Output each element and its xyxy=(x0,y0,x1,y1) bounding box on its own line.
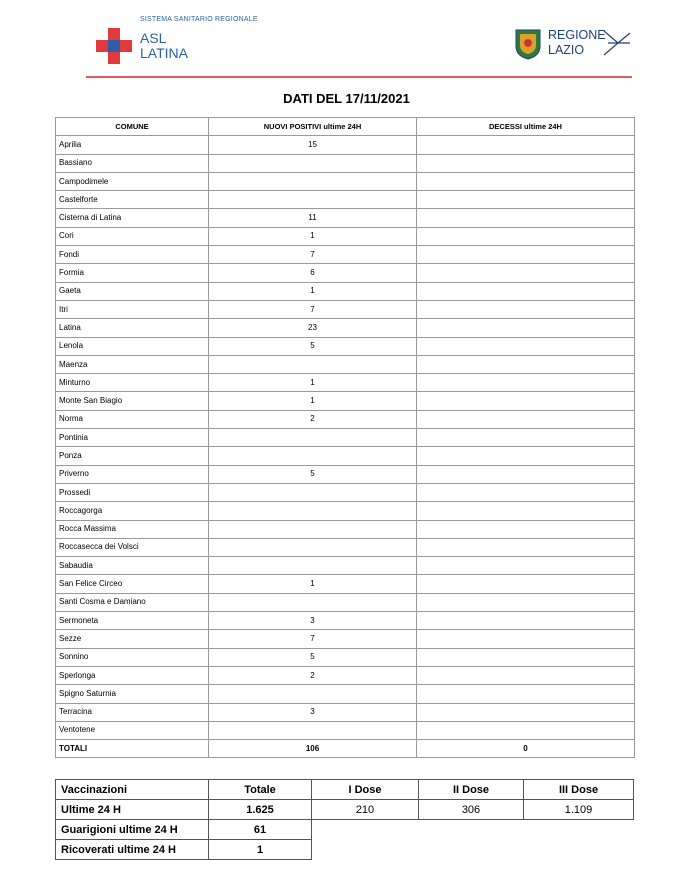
nuovi-positivi-cell: 1 xyxy=(209,392,417,410)
totals-row xyxy=(56,740,635,758)
region-name-line1: REGIONE xyxy=(548,28,606,42)
guarigioni-value: 61 xyxy=(209,820,312,840)
table-row xyxy=(56,136,635,154)
nuovi-positivi-cell: 1 xyxy=(209,227,417,245)
nuovi-positivi-cell: 3 xyxy=(209,612,417,630)
table-row xyxy=(56,319,635,337)
table-row xyxy=(56,209,635,227)
comune-cell: Lenola xyxy=(56,337,209,355)
table-row xyxy=(56,410,635,428)
decessi-cell xyxy=(417,703,635,721)
comune-cell: Castelforte xyxy=(56,191,209,209)
comune-cell: Ponza xyxy=(56,447,209,465)
table-row xyxy=(56,300,635,318)
table-row xyxy=(56,630,635,648)
vaccination-row-label: Ultime 24 H xyxy=(56,800,209,820)
comune-cell: Norma xyxy=(56,410,209,428)
table-row xyxy=(56,282,635,300)
decessi-cell xyxy=(417,557,635,575)
nuovi-positivi-cell xyxy=(209,721,417,739)
table-row xyxy=(56,355,635,373)
lazio-shield-icon xyxy=(514,28,542,60)
table-row xyxy=(56,154,635,172)
comune-cell: Gaeta xyxy=(56,282,209,300)
nuovi-positivi-cell xyxy=(209,685,417,703)
vaccination-col-dose2: II Dose xyxy=(419,780,524,800)
decessi-cell xyxy=(417,630,635,648)
nuovi-positivi-cell: 5 xyxy=(209,465,417,483)
decessi-cell xyxy=(417,374,635,392)
table-row xyxy=(56,538,635,556)
decessi-cell xyxy=(417,465,635,483)
decessi-cell xyxy=(417,685,635,703)
comune-cell: Ventotene xyxy=(56,721,209,739)
asl-tagline: SISTEMA SANITARIO REGIONALE xyxy=(140,16,258,23)
table-row xyxy=(56,191,635,209)
table-row xyxy=(56,264,635,282)
ricoverati-row xyxy=(56,840,634,860)
comune-cell: Priverno xyxy=(56,465,209,483)
regione-lazio-logo xyxy=(514,26,634,66)
table-row xyxy=(56,666,635,684)
decessi-cell xyxy=(417,337,635,355)
comune-cell: Campodimele xyxy=(56,172,209,190)
table-row xyxy=(56,575,635,593)
comune-cell: Sermoneta xyxy=(56,612,209,630)
red-cross-icon xyxy=(96,28,132,64)
header-divider xyxy=(86,76,632,78)
table-row xyxy=(56,557,635,575)
table-row xyxy=(56,227,635,245)
nuovi-positivi-cell: 7 xyxy=(209,300,417,318)
table-row xyxy=(56,685,635,703)
decessi-cell xyxy=(417,593,635,611)
decessi-cell xyxy=(417,648,635,666)
page-title: DATI DEL 17/11/2021 xyxy=(283,91,410,106)
vaccination-dose3-value: 1.109 xyxy=(524,800,634,820)
decessi-cell xyxy=(417,227,635,245)
comune-cell: Itri xyxy=(56,300,209,318)
guarigioni-row xyxy=(56,820,634,840)
comune-cell: Rocca Massima xyxy=(56,520,209,538)
nuovi-positivi-cell: 7 xyxy=(209,630,417,648)
vaccination-dose1-value: 210 xyxy=(312,800,419,820)
nuovi-positivi-cell: 5 xyxy=(209,648,417,666)
nuovi-positivi-cell xyxy=(209,502,417,520)
decessi-cell xyxy=(417,136,635,154)
totals-nuovi-positivi: 106 xyxy=(209,740,417,758)
table-row xyxy=(56,612,635,630)
decessi-cell xyxy=(417,483,635,501)
vaccination-label: Vaccinazioni xyxy=(56,780,209,800)
nuovi-positivi-cell xyxy=(209,447,417,465)
comune-cell: Pontinia xyxy=(56,429,209,447)
comune-cell: Maenza xyxy=(56,355,209,373)
nuovi-positivi-cell xyxy=(209,557,417,575)
nuovi-positivi-cell xyxy=(209,429,417,447)
column-header-decessi: DECESSI ultime 24H xyxy=(417,118,635,136)
comune-cell: Fondi xyxy=(56,246,209,264)
decessi-cell xyxy=(417,282,635,300)
totals-label: TOTALI xyxy=(56,740,209,758)
vaccination-col-dose3: III Dose xyxy=(524,780,634,800)
asl-latina-logo xyxy=(96,16,256,66)
comune-cell: Cisterna di Latina xyxy=(56,209,209,227)
nuovi-positivi-cell: 7 xyxy=(209,246,417,264)
decessi-cell xyxy=(417,612,635,630)
vaccination-col-dose1: I Dose xyxy=(312,780,419,800)
nuovi-positivi-cell xyxy=(209,593,417,611)
decessi-cell xyxy=(417,172,635,190)
asl-name-line2: LATINA xyxy=(140,45,188,61)
vaccination-values-row xyxy=(56,800,634,820)
table-row xyxy=(56,429,635,447)
decessi-cell xyxy=(417,666,635,684)
decessi-cell xyxy=(417,410,635,428)
table-row xyxy=(56,465,635,483)
decessi-cell xyxy=(417,502,635,520)
comune-cell: Sonnino xyxy=(56,648,209,666)
comune-cell: Formia xyxy=(56,264,209,282)
decessi-cell xyxy=(417,319,635,337)
comune-cell: Roccasecca dei Volsci xyxy=(56,538,209,556)
comune-cell: Sabaudia xyxy=(56,557,209,575)
comune-cell: Spigno Saturnia xyxy=(56,685,209,703)
vaccination-col-totale: Totale xyxy=(209,780,312,800)
nuovi-positivi-cell: 3 xyxy=(209,703,417,721)
nuovi-positivi-cell xyxy=(209,520,417,538)
nuovi-positivi-cell xyxy=(209,538,417,556)
comune-cell: Monte San Biagio xyxy=(56,392,209,410)
nuovi-positivi-cell xyxy=(209,483,417,501)
comune-cell: Roccagorga xyxy=(56,502,209,520)
table-row xyxy=(56,703,635,721)
table-row xyxy=(56,246,635,264)
nuovi-positivi-cell: 2 xyxy=(209,666,417,684)
nuovi-positivi-cell: 5 xyxy=(209,337,417,355)
vaccination-header-row xyxy=(56,780,634,800)
nuovi-positivi-cell: 11 xyxy=(209,209,417,227)
comune-cell: Minturno xyxy=(56,374,209,392)
nuovi-positivi-cell xyxy=(209,172,417,190)
comune-cell: Santi Cosma e Damiano xyxy=(56,593,209,611)
lazio-chevron-icon xyxy=(602,28,632,58)
vaccination-dose2-value: 306 xyxy=(419,800,524,820)
table-row xyxy=(56,593,635,611)
comune-cell: Aprilia xyxy=(56,136,209,154)
decessi-cell xyxy=(417,447,635,465)
decessi-cell xyxy=(417,191,635,209)
table-row xyxy=(56,374,635,392)
comuni-table xyxy=(55,117,635,758)
table-row xyxy=(56,520,635,538)
decessi-cell xyxy=(417,575,635,593)
column-header-comune: COMUNE xyxy=(56,118,209,136)
asl-name-line1: ASL xyxy=(140,30,167,46)
nuovi-positivi-cell: 6 xyxy=(209,264,417,282)
column-header-nuovi-positivi: NUOVI POSITIVI ultime 24H xyxy=(209,118,417,136)
decessi-cell xyxy=(417,154,635,172)
region-name-line2: LAZIO xyxy=(548,43,585,57)
table-row xyxy=(56,502,635,520)
page-header xyxy=(0,0,693,80)
totals-decessi: 0 xyxy=(417,740,635,758)
decessi-cell xyxy=(417,721,635,739)
decessi-cell xyxy=(417,392,635,410)
table-row xyxy=(56,392,635,410)
nuovi-positivi-cell xyxy=(209,355,417,373)
vaccination-totale-value: 1.625 xyxy=(209,800,312,820)
decessi-cell xyxy=(417,538,635,556)
decessi-cell xyxy=(417,520,635,538)
comune-cell: Prossedi xyxy=(56,483,209,501)
nuovi-positivi-cell: 1 xyxy=(209,282,417,300)
decessi-cell xyxy=(417,209,635,227)
comune-cell: Sezze xyxy=(56,630,209,648)
ricoverati-label: Ricoverati ultime 24 H xyxy=(56,840,209,860)
vaccination-table xyxy=(55,779,634,860)
comune-cell: Terracina xyxy=(56,703,209,721)
decessi-cell xyxy=(417,429,635,447)
decessi-cell xyxy=(417,300,635,318)
table-row xyxy=(56,172,635,190)
table-row xyxy=(56,721,635,739)
table-header-row xyxy=(56,118,635,136)
guarigioni-label: Guarigioni ultime 24 H xyxy=(56,820,209,840)
comune-cell: Bassiano xyxy=(56,154,209,172)
table-row xyxy=(56,337,635,355)
ricoverati-value: 1 xyxy=(209,840,312,860)
nuovi-positivi-cell: 23 xyxy=(209,319,417,337)
nuovi-positivi-cell xyxy=(209,191,417,209)
decessi-cell xyxy=(417,246,635,264)
nuovi-positivi-cell: 1 xyxy=(209,374,417,392)
nuovi-positivi-cell: 1 xyxy=(209,575,417,593)
nuovi-positivi-cell: 2 xyxy=(209,410,417,428)
comune-cell: Sperlonga xyxy=(56,666,209,684)
nuovi-positivi-cell: 15 xyxy=(209,136,417,154)
comune-cell: Cori xyxy=(56,227,209,245)
table-row xyxy=(56,483,635,501)
comune-cell: San Felice Circeo xyxy=(56,575,209,593)
table-row xyxy=(56,447,635,465)
table-row xyxy=(56,648,635,666)
comune-cell: Latina xyxy=(56,319,209,337)
nuovi-positivi-cell xyxy=(209,154,417,172)
decessi-cell xyxy=(417,355,635,373)
decessi-cell xyxy=(417,264,635,282)
